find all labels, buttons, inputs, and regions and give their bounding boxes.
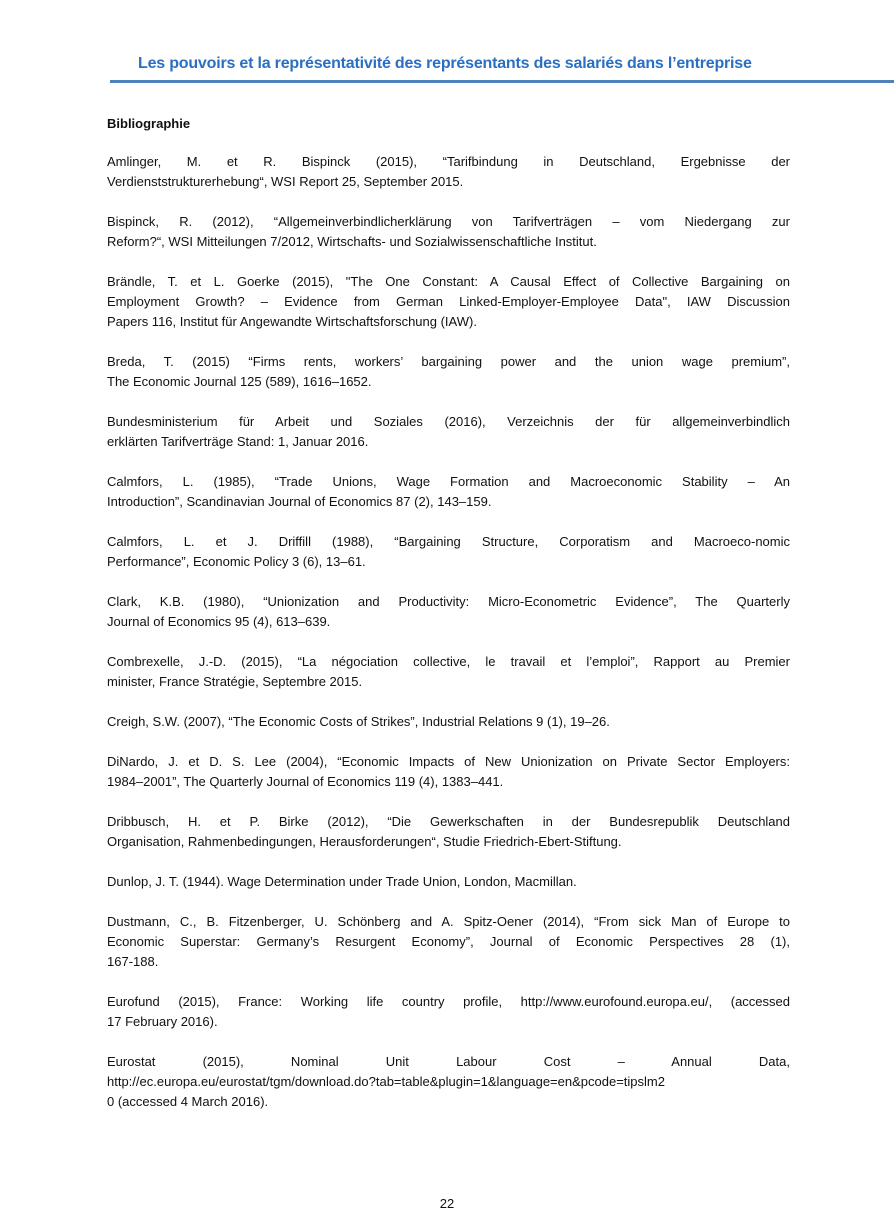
- entry-line: 17 February 2016).: [107, 1014, 218, 1029]
- entry-line: 0 (accessed 4 March 2016).: [107, 1094, 269, 1109]
- running-header-title: Les pouvoirs et la représentativité des représentants des salariés dans l’entreprise: [138, 55, 752, 72]
- bibliography-entry: [107, 1052, 790, 1112]
- bibliography-entry: [107, 532, 790, 572]
- entry-line: Eurofund (2015), France: Working life country profile, http://www.eurofound.europa.eu/, (accessed: [107, 994, 790, 1009]
- entry-line: Amlinger, M. et R. Bispinck (2015), “Tarifbindung in Deutschland, Ergebnisse der: [107, 154, 790, 169]
- entry-line: Breda, T. (2015) “Firms rents, workers’ bargaining power and the union wage premium”,: [107, 354, 790, 369]
- entry-line: Dustmann, C., B. Fitzenberger, U. Schönberg and A. Spitz-Oener (2014), “From sick Man of Europe to: [107, 914, 790, 929]
- bibliography-entry: [107, 152, 790, 192]
- header-divider: [110, 80, 894, 83]
- bibliography-entry: [107, 352, 790, 392]
- bibliography-entry: [107, 872, 790, 892]
- entry-line: Verdienststrukturerhebung“, WSI Report 25, September 2015.: [107, 174, 464, 189]
- bibliography-entry: [107, 812, 790, 852]
- bibliography-entry: [107, 412, 790, 452]
- entry-line: Clark, K.B. (1980), “Unionization and Productivity: Micro-Econometric Evidence”, The Quarterly: [107, 594, 790, 609]
- entry-line: erklärten Tarifverträge Stand: 1, Januar 2016.: [107, 434, 369, 449]
- entry-line: Journal of Economics 95 (4), 613–639.: [107, 614, 331, 629]
- bibliography-entry: [107, 912, 790, 972]
- entry-line: Calmfors, L. et J. Driffill (1988), “Bargaining Structure, Corporatism and Macroeco-nomic: [107, 534, 790, 549]
- bibliography-entry: [107, 712, 790, 732]
- entry-line: Eurostat (2015), Nominal Unit Labour Cost – Annual Data,: [107, 1054, 790, 1069]
- bibliography-entry: [107, 272, 790, 332]
- page-number: 22: [439, 1196, 455, 1211]
- entry-line: http://ec.europa.eu/eurostat/tgm/download.do?tab=table&plugin=1&language=en&pcode=tipslm2: [107, 1074, 665, 1089]
- entry-line: Employment Growth? – Evidence from German Linked-Employer-Employee Data", IAW Discussion: [107, 294, 790, 309]
- entry-line: Brändle, T. et L. Goerke (2015), "The One Constant: A Causal Effect of Collective Bargaining on: [107, 274, 790, 289]
- bibliography-entry: [107, 472, 790, 512]
- bibliography-entry: [107, 752, 790, 792]
- entry-line: Dunlop, J. T. (1944). Wage Determination under Trade Union, London, Macmillan.: [107, 874, 577, 889]
- entry-line: minister, France Stratégie, Septembre 2015.: [107, 674, 363, 689]
- entry-line: Papers 116, Institut für Angewandte Wirtschaftsforschung (IAW).: [107, 314, 477, 329]
- entry-line: Bundesministerium für Arbeit und Soziales (2016), Verzeichnis der für allgemeinverbindlich: [107, 414, 790, 429]
- entry-line: DiNardo, J. et D. S. Lee (2004), “Economic Impacts of New Unionization on Private Sector Employers:: [107, 754, 790, 769]
- entry-line: 1984–2001”, The Quarterly Journal of Economics 119 (4), 1383–441.: [107, 774, 504, 789]
- entry-line: Organisation, Rahmenbedingungen, Herausforderungen“, Studie Friedrich-Ebert-Stiftung.: [107, 834, 622, 849]
- entry-line: Economic Superstar: Germany’s Resurgent Economy”, Journal of Economic Perspectives 28 (1),: [107, 934, 790, 949]
- bibliography-entry: [107, 652, 790, 692]
- bibliography-entry: [107, 592, 790, 632]
- entry-line: 167-188.: [107, 954, 159, 969]
- entry-line: Creigh, S.W. (2007), “The Economic Costs of Strikes”, Industrial Relations 9 (1), 19–26.: [107, 714, 610, 729]
- entry-line: Introduction”, Scandinavian Journal of Economics 87 (2), 143–159.: [107, 494, 492, 509]
- bibliography-list: [107, 152, 790, 1132]
- section-title: Bibliographie: [107, 116, 191, 131]
- entry-line: Bispinck, R. (2012), “Allgemeinverbindlicherklärung von Tarifverträgen – vom Niedergang zur: [107, 214, 790, 229]
- bibliography-entry: [107, 992, 790, 1032]
- entry-line: The Economic Journal 125 (589), 1616–1652.: [107, 374, 372, 389]
- entry-line: Reform?“, WSI Mitteilungen 7/2012, Wirtschafts- und Sozialwissenschaftliche Institut.: [107, 234, 597, 249]
- bibliography-entry: [107, 212, 790, 252]
- entry-line: Performance”, Economic Policy 3 (6), 13–61.: [107, 554, 366, 569]
- entry-line: Combrexelle, J.-D. (2015), “La négociation collective, le travail et l’emploi”, Rapport au Premier: [107, 654, 790, 669]
- entry-line: Dribbusch, H. et P. Birke (2012), “Die Gewerkschaften in der Bundesrepublik Deutschland: [107, 814, 790, 829]
- entry-line: Calmfors, L. (1985), “Trade Unions, Wage Formation and Macroeconomic Stability – An: [107, 474, 790, 489]
